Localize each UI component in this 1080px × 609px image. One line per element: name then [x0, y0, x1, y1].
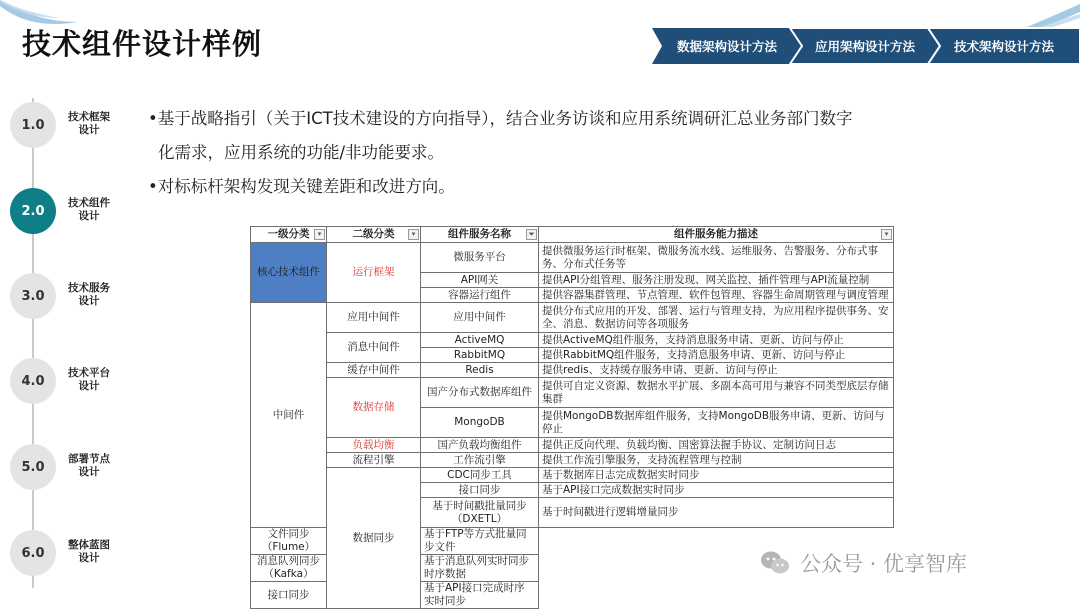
nav-label: 技术服务设计 [68, 282, 110, 307]
bullet-1-line-2: 化需求，应用系统的功能/非功能要求。 [158, 143, 445, 162]
l2-cell: 负载均衡 [327, 438, 421, 453]
nav-number: 3.0 [10, 273, 56, 319]
breadcrumb-data-architecture[interactable]: 数据架构设计方法 [652, 28, 802, 64]
table-header: 二级分类 ▾ [327, 227, 421, 243]
nav-number: 5.0 [10, 444, 56, 490]
name-cell: API网关 [421, 273, 539, 288]
desc-cell: 提供可自定义资源、数据水平扩展、多副本高可用与兼容不同类型底层存储集群 [539, 378, 894, 408]
desc-cell: 提供分布式应用的开发、部署、运行与管理支持，为应用程序提供事务、安全、消息、数据访问等各项服务 [539, 303, 894, 333]
filter-dropdown-icon[interactable]: ▾ [314, 229, 325, 240]
name-cell: 国产分布式数据库组件 [421, 378, 539, 408]
desc-cell: 基于时间戳进行逻辑增量同步 [539, 498, 894, 528]
name-cell: 接口同步 [251, 582, 327, 609]
l2-cell: 运行框架 [327, 243, 421, 303]
name-cell: 微服务平台 [421, 243, 539, 273]
l2-cell: 缓存中间件 [327, 363, 421, 378]
nav-number: 1.0 [10, 102, 56, 148]
nav-item-5[interactable] [10, 444, 130, 490]
name-cell: RabbitMQ [421, 348, 539, 363]
table-header: 组件服务名称 ⏷ [421, 227, 539, 243]
nav-number: 6.0 [10, 530, 56, 576]
name-cell: 消息队列同步（Kafka） [251, 555, 327, 582]
table-row [251, 363, 894, 378]
bullet-2: •对标标杆架构发现关键差距和改进方向。 [148, 177, 455, 196]
table-header: 组件服务能力描述 ▾ [539, 227, 894, 243]
desc-cell: 提供微服务运行时框架、微服务流水线、运维服务、告警服务、分布式事务、分布式任务等 [539, 243, 894, 273]
name-cell: Redis [421, 363, 539, 378]
name-cell: 工作流引擎 [421, 453, 539, 468]
name-cell: 应用中间件 [421, 303, 539, 333]
name-cell: CDC同步工具 [421, 468, 539, 483]
page-title: 技术组件设计样例 [22, 27, 263, 61]
table-row [251, 468, 894, 483]
l2-cell: 数据存储 [327, 378, 421, 438]
breadcrumb [652, 28, 1080, 64]
nav-number: 2.0 [10, 188, 56, 234]
name-cell: 基于时间戳批量同步（DXETL） [421, 498, 539, 528]
name-cell: 容器运行组件 [421, 288, 539, 303]
desc-cell: 提供MongoDB数据库组件服务，支持MongoDB服务申请、更新、访问与停止 [539, 408, 894, 438]
table-row [251, 438, 894, 453]
desc-cell: 基于API接口完成时序实时同步 [421, 582, 539, 609]
nav-number: 4.0 [10, 358, 56, 404]
l2-cell: 消息中间件 [327, 333, 421, 363]
nav-item-4[interactable] [10, 358, 130, 404]
desc-cell: 基于API接口完成数据实时同步 [539, 483, 894, 498]
bullet-1-line-1: •基于战略指引（关于ICT技术建设的方向指导），结合业务访谈和应用系统调研汇总业务部门数字 [148, 109, 853, 128]
desc-cell: 提供ActiveMQ组件服务，支持消息服务申请、更新、访问与停止 [539, 333, 894, 348]
watermark-text: 公众号 · 优享智库 [800, 552, 968, 576]
nav-timeline-line [32, 98, 34, 588]
table-row [251, 333, 894, 348]
desc-cell: 基于数据库日志完成数据实时同步 [539, 468, 894, 483]
nav-label: 技术平台设计 [68, 367, 110, 392]
wechat-icon [760, 550, 790, 576]
name-cell: 国产负载均衡组件 [421, 438, 539, 453]
desc-cell: 基于FTP等方式批量同步文件 [421, 528, 539, 555]
filter-dropdown-icon[interactable]: ▾ [408, 229, 419, 240]
nav-item-2-active[interactable] [10, 188, 130, 234]
desc-cell: 基于消息队列实时同步时序数据 [421, 555, 539, 582]
name-cell: MongoDB [421, 408, 539, 438]
filter-dropdown-icon[interactable]: ▾ [881, 229, 892, 240]
nav-item-1[interactable] [10, 102, 130, 148]
nav-item-3[interactable] [10, 273, 130, 319]
l2-cell: 应用中间件 [327, 303, 421, 333]
breadcrumb-technology-architecture[interactable]: 技术架构设计方法 [928, 28, 1080, 64]
l1-cell: 中间件 [251, 303, 327, 528]
desc-cell: 提供API分组管理、服务注册发现、网关监控、插件管理与API流量控制 [539, 273, 894, 288]
name-cell: ActiveMQ [421, 333, 539, 348]
l2-cell: 数据同步 [327, 468, 421, 609]
name-cell: 文件同步（Flume） [251, 528, 327, 555]
nav-label: 部署节点设计 [68, 453, 110, 478]
l1-cell: 核心技术组件 [251, 243, 327, 303]
table-row [251, 303, 894, 333]
filter-active-icon[interactable]: ⏷ [526, 229, 537, 240]
bullet-text-block [148, 102, 938, 204]
name-cell: 接口同步 [421, 483, 539, 498]
nav-item-6[interactable] [10, 530, 130, 576]
desc-cell: 提供RabbitMQ组件服务，支持消息服务申请、更新、访问与停止 [539, 348, 894, 363]
table-row [251, 378, 894, 408]
desc-cell: 提供容器集群管理、节点管理、软件包管理、容器生命周期管理与调度管理 [539, 288, 894, 303]
l2-cell: 流程引擎 [327, 453, 421, 468]
desc-cell: 提供redis、支持缓存服务申请、更新、访问与停止 [539, 363, 894, 378]
table-row [251, 243, 894, 273]
desc-cell: 提供工作流引擎服务，支持流程管理与控制 [539, 453, 894, 468]
watermark [760, 548, 967, 578]
nav-label: 技术组件设计 [68, 197, 110, 222]
desc-cell: 提供正反向代理、负载均衡、国密算法握手协议、定制访问日志 [539, 438, 894, 453]
breadcrumb-application-architecture[interactable]: 应用架构设计方法 [790, 28, 940, 64]
nav-label: 技术框架设计 [68, 111, 110, 136]
table-header: 一级分类 ▾ [251, 227, 327, 243]
table-row [251, 453, 894, 468]
nav-label: 整体蓝图设计 [68, 539, 110, 564]
